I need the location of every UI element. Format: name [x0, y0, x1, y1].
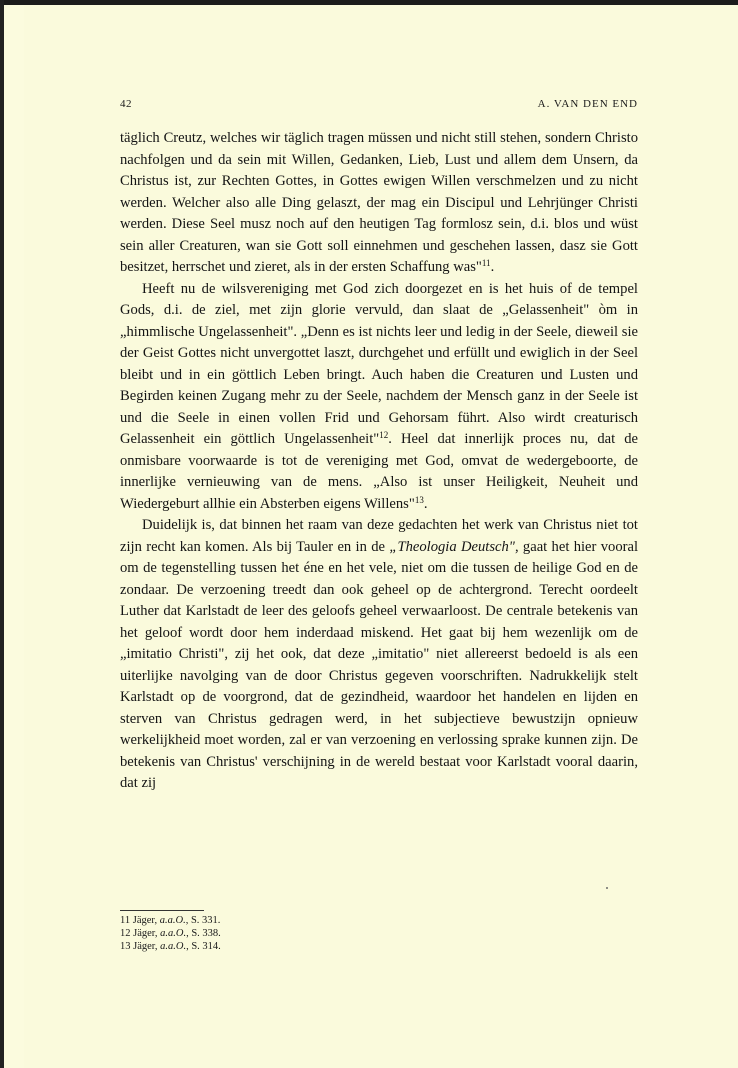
paragraph — [120, 515, 638, 795]
text-run: Heeft nu de wilsvereniging met God zich doorgezet en is het huis of de tempel Gods, d.i. de ziel, met zijn glorie vervuld, dan slaat de „Gelassenheit" òm in „himmlische Ungelassenheit". „Denn es ist nichts leer und ledig in der Seele, dieweil sie der Geist Gottes nicht unvergottet laszt, durchgehet und erfüllt und ewiglich in der Seel bleibt und in ein göttlich Leben bringt. Auch haben die Creaturen und Lusten und Begirden keinen Zugang mehr zu der Seele, nachdem der Mensch ganz in der Seele ist und die Seele in einen vollen Frid und Gehorsam führt. Also wirdt creaturisch Gelassenheit ein göttlich Ungelassenheit" — [120, 280, 638, 447]
footnote — [120, 940, 420, 953]
footnote-reference: a.a.O. — [159, 915, 186, 926]
footnote-marker: 11 — [481, 258, 491, 268]
paragraph — [120, 279, 638, 516]
text-run: Duidelijk is, dat binnen het raam van deze gedachten het werk van Christus niet tot zijn recht kan komen. Als bij Tauler en in de — [120, 517, 638, 555]
text-run: , gaat het hier vooral om de tegenstelling tussen het éne en het vele, niet om die tussen de heilige God en de zondaar. De verzoening treedt dan ook geheel op de achtergrond. Terecht oordeelt Luther dat Karlstadt de leer des geloofs geheel verwaarloost. De centrale betekenis van het geloof wordt door hem inderdaad miskend. Het gaat bij hem wezenlijk om de „imitatio Christi", zij het ook, dat deze „imitatio" niet allereerst bedoeld is als een uiterlijke navolging van de door Christus gegeven voorschriften. Nadrukkelijk stelt Karlstadt op de voorgrond, dat de gezindheid, waardoor het handelen en lijden en sterven van Christus gedragen werd, in het subjectieve bewustzijn opnieuw werkelijkheid moet worden, zal er van verzoening en verlossing sprake kunnen zijn. De betekenis van Christus' verschijning in de wereld bestaat voor Karlstadt vooral daarin, dat zij — [120, 538, 639, 791]
footnote — [120, 914, 420, 927]
italic-text: „Theologia Deutsch" — [389, 538, 515, 555]
footnote-reference: a.a.O. — [160, 941, 187, 952]
text-run: . Heel dat innerlijk proces nu, dat de onmisbare voorwaarde is tot de vereniging met God, omvat de wedergeboorte, de innerlijke vernieuwing van de mens. „Also ist unser Heiligkeit, Neuheit und Wiedergeburt allhie ein Absterben eigens Willens" — [120, 431, 638, 512]
footnote-number: 11 — [120, 915, 131, 926]
footnote-marker: 12 — [379, 430, 389, 440]
text-run: . — [490, 259, 495, 275]
footnote-page: , S. 331. — [185, 915, 221, 926]
footnote — [120, 927, 420, 940]
scan-speck — [606, 887, 608, 889]
footnote-author: Jäger, — [133, 941, 158, 952]
body-text — [120, 128, 638, 795]
scan-edge-left — [0, 0, 4, 1068]
footnote-author: Jäger, — [132, 915, 158, 926]
footnote-page: , S. 314. — [186, 941, 221, 952]
footnote-reference: a.a.O. — [160, 928, 187, 939]
page-number: 42 — [120, 98, 132, 110]
running-head-author: A. VAN DEN END — [537, 98, 638, 110]
text-run: täglich Creutz, welches wir täglich tragen müssen und nicht still stehen, sondern Christo nachfolgen und da sein mit Willen, Gedanken, Lieb, Lust und allem dem Unsern, da Christus ist, zur Rechten Gottes, in Gottes ewigen Willen verschmelzen und zu nicht werden. Welcher also alle Ding gelaszt, der mag ein Discipul und Lehrjünger Christi werden. Diese Seel musz noch auf den heutigen Tag formlosz sein, d.i. blos und wüst sein aller Creaturen, wan sie Gott soll einnehmen und geschehen lassen, dasz sie Gott besitzet, herrschet und zieret, als in der ersten Schaffung was" — [120, 130, 638, 275]
footnotes — [120, 914, 420, 953]
footnote-rule — [120, 910, 204, 911]
footnote-number: 13 — [120, 941, 131, 952]
footnote-author: Jäger, — [133, 928, 158, 939]
footnote-number: 12 — [120, 928, 131, 939]
text-run: . — [423, 495, 428, 512]
footnote-page: , S. 338. — [186, 928, 221, 939]
paragraph — [120, 128, 638, 279]
footnote-marker: 13 — [414, 494, 424, 505]
scan-edge-top — [0, 0, 738, 5]
